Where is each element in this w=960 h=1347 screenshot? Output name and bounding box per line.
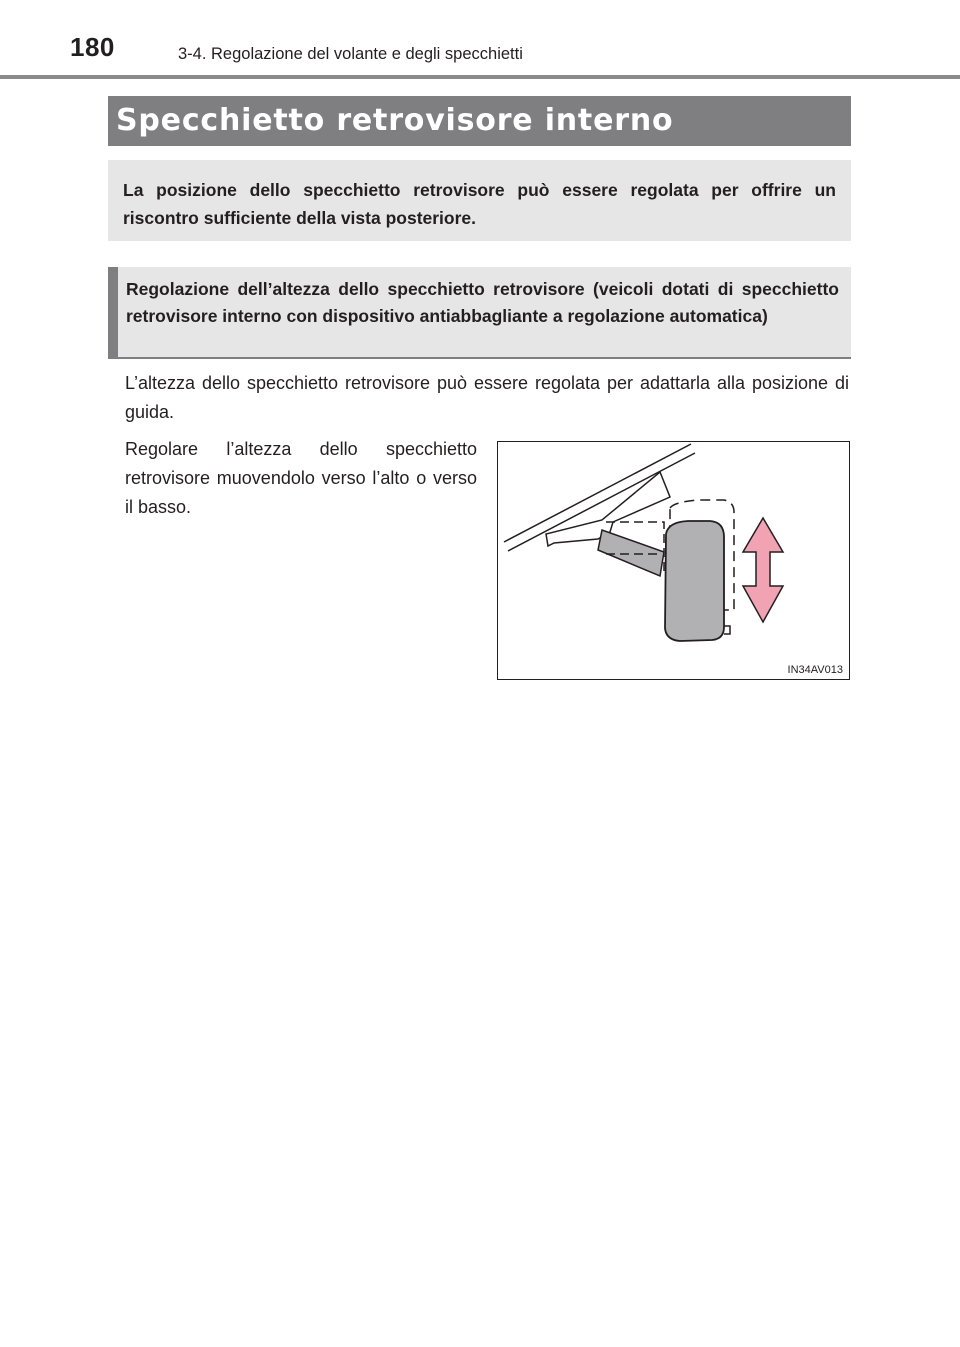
section-title: 3-4. Regolazione del volante e degli specchietti xyxy=(178,45,523,63)
paragraph-height-info: L’altezza dello specchietto retrovisore può essere regolata per adattarla alla posizione di guida. xyxy=(125,373,849,422)
intro-text: La posizione dello specchietto retrovisore può essere regolata per offrire un riscontro sufficiente della vista posteriore. xyxy=(123,180,836,228)
subheading-accent-bar xyxy=(108,267,118,358)
mirror-body xyxy=(665,521,724,641)
page-number: 180 xyxy=(70,32,115,62)
title-bar xyxy=(108,96,851,146)
header-divider xyxy=(0,75,960,79)
page-title: Specchietto retrovisore interno xyxy=(116,103,674,138)
subheading-divider xyxy=(108,357,851,359)
mirror-stem xyxy=(598,530,664,576)
mirror-illustration xyxy=(497,441,850,680)
page-header xyxy=(0,0,960,80)
subheading-box xyxy=(108,267,851,358)
figure-code: IN34AV013 xyxy=(787,664,843,676)
mirror-drawing xyxy=(498,442,849,679)
paragraph-adjust-instruction: Regolare l’altezza dello specchietto retrovisore muovendolo verso l’alto o verso il basso. xyxy=(125,439,477,517)
intro-box xyxy=(108,160,851,241)
mirror-tab xyxy=(724,626,730,634)
up-down-arrow-icon xyxy=(743,518,783,622)
subheading-text: Regolazione dell’altezza dello specchietto retrovisore (veicoli dotati di specchietto retrovisore interno con dispositivo antiabbagliante a regolazione automatica) xyxy=(126,279,839,326)
